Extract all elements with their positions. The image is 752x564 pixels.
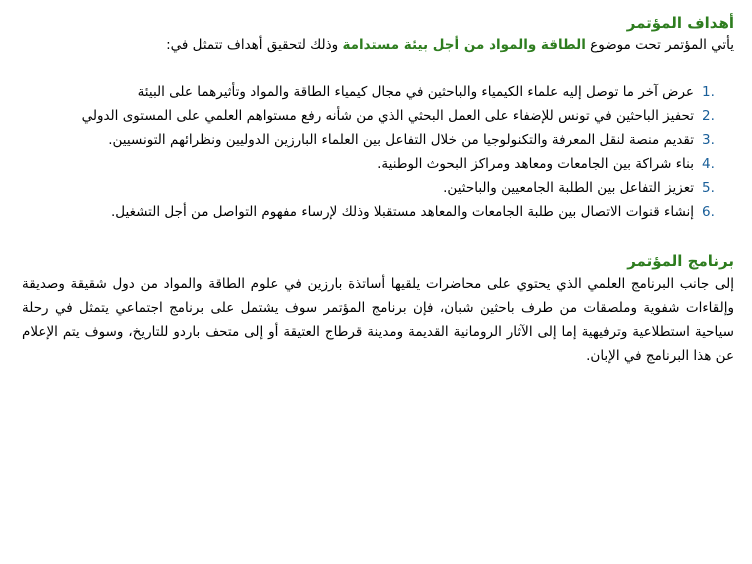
goal-text: إنشاء قنوات الاتصال بين طلبة الجامعات والمعاهد مستقبلا وذلك لإرساء مفهوم التواصل من أجل التشغيل.	[111, 204, 694, 220]
goal-text: تعزيز التفاعل بين الطلبة الجامعيين والباحثين.	[443, 180, 694, 196]
goal-item-2	[22, 104, 734, 128]
goal-number: 4.	[702, 156, 715, 172]
intro-highlight: الطاقة والمواد من أجل بيئة مستدامة	[342, 37, 586, 53]
goal-item-6	[22, 200, 734, 224]
goal-item-4	[22, 152, 734, 176]
goal-text: تقديم منصة لنقل المعرفة والتكنولوجيا من خلال التفاعل بين العلماء البارزين الدوليين ونظرائهم التونسيين.	[108, 132, 694, 148]
goal-text: بناء شراكة بين الجامعات ومعاهد ومراكز البحوث الوطنية.	[377, 156, 694, 172]
goals-list	[22, 80, 734, 224]
goal-text: تحفيز الباحثين في تونس للإضفاء على العمل البحثي الذي من شأنه رفع مستواهم العلمي على المستوى الدولي	[81, 108, 694, 124]
goal-number: 6.	[702, 204, 715, 220]
goal-number: 5.	[702, 180, 715, 196]
goal-number: 3.	[702, 132, 715, 148]
goal-number: 2.	[702, 108, 715, 124]
goal-item-3	[22, 128, 734, 152]
goals-intro	[22, 34, 734, 56]
goal-item-1	[22, 80, 734, 104]
goal-number: 1.	[702, 84, 715, 100]
goal-text: عرض آخر ما توصل إليه علماء الكيمياء والباحثين في مجال كيمياء الطاقة والمواد وتأثيرهما على البيئة	[137, 84, 694, 100]
intro-suffix: وذلك لتحقيق أهداف تتمثل في:	[166, 37, 343, 53]
intro-prefix: يأتي المؤتمر تحت موضوع	[585, 37, 734, 53]
goals-heading: أهداف المؤتمر	[626, 14, 734, 32]
goal-item-5	[22, 176, 734, 200]
program-heading: برنامج المؤتمر	[627, 252, 734, 270]
program-text: إلى جانب البرنامج العلمي الذي يحتوي على محاضرات يلقيها أساتذة بارزين في علوم الطاقة والمواد من دول شقيقة وصديقة وإلقاءات شفوية وملصقات من طرف باحثين شبان، فإن برنامج المؤتمر سوف يشتمل على برنامج اجتماعي يتمثل في رحلة سياحية استطلاعية وترفيهية إما إلى الآثار الرومانية القديمة ومدينة قرطاج العتيقة أو إلى متحف باردو للتاريخ، وسوف يتم الإعلام عن هذا البرنامج في الإبان.	[22, 276, 734, 364]
